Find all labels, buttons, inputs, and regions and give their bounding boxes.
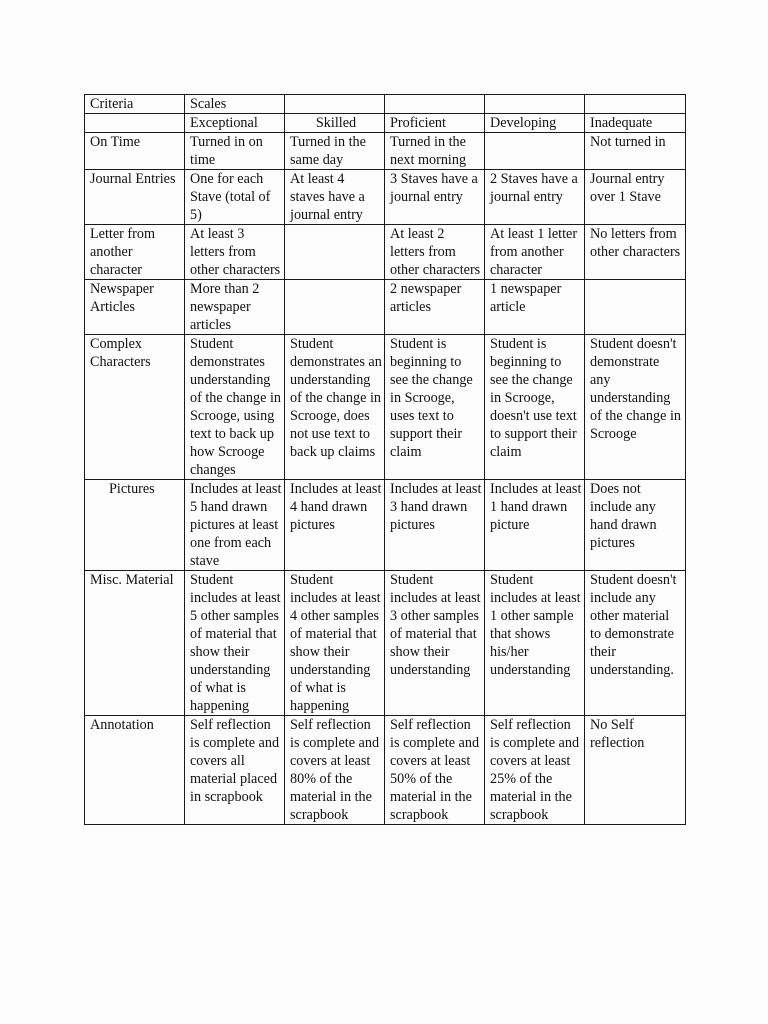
criterion-label: Pictures: [85, 480, 185, 571]
table-cell: 3 Staves have a journal entry: [385, 170, 485, 225]
table-cell: Student is beginning to see the change in Scrooge, uses text to support their claim: [385, 335, 485, 480]
level-inadequate: Inadequate: [585, 114, 686, 133]
table-cell: Student includes at least 4 other samples of material that show their understanding of what is happening: [285, 571, 385, 716]
rubric-table: [84, 94, 686, 825]
table-cell: No Self reflection: [585, 716, 686, 825]
table-cell: [285, 280, 385, 335]
table-cell: Self reflection is complete and covers all material placed in scrapbook: [185, 716, 285, 825]
table-cell: Does not include any hand drawn pictures: [585, 480, 686, 571]
table-cell: Includes at least 1 hand drawn picture: [485, 480, 585, 571]
header-empty: [385, 95, 485, 114]
row-letter-from-another-character: [85, 225, 686, 280]
criterion-label: Newspaper Articles: [85, 280, 185, 335]
row-newspaper-articles: [85, 280, 686, 335]
table-cell: Student doesn't demonstrate any understanding of the change in Scrooge: [585, 335, 686, 480]
row-journal-entries: [85, 170, 686, 225]
row-on-time: [85, 133, 686, 170]
row-pictures: [85, 480, 686, 571]
table-cell: Self reflection is complete and covers at least 25% of the material in the scrapbook: [485, 716, 585, 825]
table-cell: At least 4 staves have a journal entry: [285, 170, 385, 225]
table-cell: 2 newspaper articles: [385, 280, 485, 335]
table-cell: Student is beginning to see the change in Scrooge, doesn't use text to support their claim: [485, 335, 585, 480]
table-cell: 2 Staves have a journal entry: [485, 170, 585, 225]
table-cell: Includes at least 4 hand drawn pictures: [285, 480, 385, 571]
header-empty: [285, 95, 385, 114]
criterion-label: On Time: [85, 133, 185, 170]
level-proficient: Proficient: [385, 114, 485, 133]
header-empty: [485, 95, 585, 114]
table-cell: Student demonstrates an understanding of the change in Scrooge, does not use text to back up claims: [285, 335, 385, 480]
table-cell: Student demonstrates understanding of the change in Scrooge, using text to back up how Scrooge changes: [185, 335, 285, 480]
table-cell: Self reflection is complete and covers at least 50% of the material in the scrapbook: [385, 716, 485, 825]
criterion-label: Journal Entries: [85, 170, 185, 225]
table-cell: 1 newspaper article: [485, 280, 585, 335]
table-cell: [485, 133, 585, 170]
table-cell: One for each Stave (total of 5): [185, 170, 285, 225]
level-exceptional: Exceptional: [185, 114, 285, 133]
header-criteria: Criteria: [85, 95, 185, 114]
table-cell: Student includes at least 5 other samples of material that show their understanding of what is happening: [185, 571, 285, 716]
criterion-label: Misc. Material: [85, 571, 185, 716]
header-empty: [585, 95, 686, 114]
criterion-label: Complex Characters: [85, 335, 185, 480]
table-cell: Includes at least 5 hand drawn pictures at least one from each stave: [185, 480, 285, 571]
table-cell: Student includes at least 1 other sample that shows his/her understanding: [485, 571, 585, 716]
table-cell: Includes at least 3 hand drawn pictures: [385, 480, 485, 571]
table-cell: [285, 225, 385, 280]
table-cell: Student doesn't include any other material to demonstrate their understanding.: [585, 571, 686, 716]
table-cell: Student includes at least 3 other samples of material that show their understanding: [385, 571, 485, 716]
table-cell: Not turned in: [585, 133, 686, 170]
table-cell: [585, 280, 686, 335]
level-developing: Developing: [485, 114, 585, 133]
table-cell: No letters from other characters: [585, 225, 686, 280]
table-cell: At least 1 letter from another character: [485, 225, 585, 280]
row-complex-characters: [85, 335, 686, 480]
row-misc-material: [85, 571, 686, 716]
table-cell: Turned in the same day: [285, 133, 385, 170]
level-skilled: Skilled: [285, 114, 385, 133]
table-cell: Turned in the next morning: [385, 133, 485, 170]
header-scales: Scales: [185, 95, 285, 114]
table-cell: More than 2 newspaper articles: [185, 280, 285, 335]
header-row-levels: [85, 114, 686, 133]
table-cell: Journal entry over 1 Stave: [585, 170, 686, 225]
header-row-scales: [85, 95, 686, 114]
table-cell: Turned in on time: [185, 133, 285, 170]
row-annotation: [85, 716, 686, 825]
criterion-label: Annotation: [85, 716, 185, 825]
header-empty: [85, 114, 185, 133]
table-cell: At least 3 letters from other characters: [185, 225, 285, 280]
table-cell: At least 2 letters from other characters: [385, 225, 485, 280]
criterion-label: Letter from another character: [85, 225, 185, 280]
table-cell: Self reflection is complete and covers at least 80% of the material in the scrapbook: [285, 716, 385, 825]
